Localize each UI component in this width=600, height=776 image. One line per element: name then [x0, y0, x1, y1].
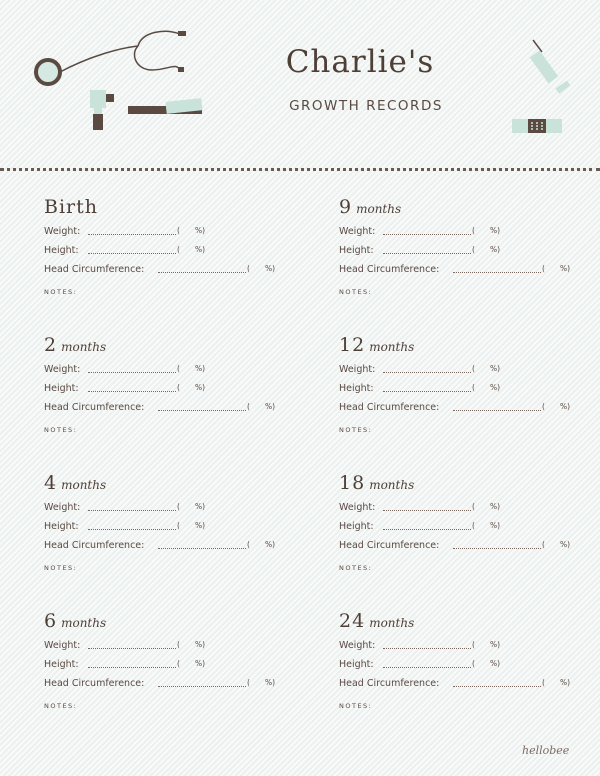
height-line[interactable] — [88, 667, 176, 668]
head-circumference-line[interactable] — [158, 686, 246, 687]
record-section — [339, 334, 589, 434]
height-line[interactable] — [383, 529, 471, 530]
head-circumference-label: Head Circumference: — [339, 264, 440, 275]
weight-line[interactable] — [383, 510, 471, 511]
head-circumference-label: Head Circumference: — [44, 678, 145, 689]
percentile-field[interactable]: %) — [490, 521, 501, 530]
percentile-field[interactable]: %) — [490, 226, 501, 235]
head-circumference-row: Head Circumference: ( %) — [339, 540, 571, 551]
weight-row: Weight: ( %) — [44, 640, 206, 651]
height-line[interactable] — [88, 253, 176, 254]
weight-row: Weight: ( %) — [339, 502, 501, 513]
head-circumference-line[interactable] — [453, 686, 541, 687]
head-circumference-line[interactable] — [453, 410, 541, 411]
section-number: Birth — [44, 196, 98, 218]
height-row: Height: ( %) — [339, 521, 501, 532]
head-circumference-label: Head Circumference: — [339, 540, 440, 551]
percentile-field[interactable]: %) — [195, 640, 206, 649]
height-label: Height: — [339, 659, 374, 670]
percentile-field[interactable]: %) — [195, 502, 206, 511]
weight-label: Weight: — [44, 226, 81, 237]
head-circumference-label: Head Circumference: — [44, 540, 145, 551]
section-number: 2 — [44, 334, 58, 356]
head-circumference-line[interactable] — [453, 272, 541, 273]
notes-label[interactable]: NOTES: — [44, 426, 78, 434]
percentile-field[interactable]: %) — [560, 540, 571, 549]
percentile-field[interactable]: %) — [560, 402, 571, 411]
weight-line[interactable] — [383, 372, 471, 373]
section-number: 18 — [339, 472, 366, 494]
height-line[interactable] — [383, 391, 471, 392]
stethoscope-icon — [30, 26, 190, 90]
percentile-field[interactable]: %) — [265, 264, 276, 273]
weight-label: Weight: — [339, 226, 376, 237]
weight-label: Weight: — [339, 640, 376, 651]
head-circumference-line[interactable] — [158, 272, 246, 273]
notes-label[interactable]: NOTES: — [339, 426, 373, 434]
height-row: Height: ( %) — [339, 383, 501, 394]
record-section — [44, 196, 294, 296]
height-row: Height: ( %) — [339, 659, 501, 670]
percentile-field[interactable]: %) — [195, 521, 206, 530]
percentile-field[interactable]: %) — [490, 383, 501, 392]
height-label: Height: — [44, 245, 79, 256]
notes-label[interactable]: NOTES: — [339, 288, 373, 296]
section-number: 9 — [339, 196, 353, 218]
weight-label: Weight: — [44, 502, 81, 513]
percentile-field[interactable]: %) — [195, 364, 206, 373]
height-label: Height: — [44, 521, 79, 532]
percentile-field[interactable]: %) — [490, 502, 501, 511]
height-label: Height: — [339, 245, 374, 256]
weight-line[interactable] — [88, 372, 176, 373]
weight-line[interactable] — [88, 510, 176, 511]
percentile-field[interactable]: %) — [265, 540, 276, 549]
head-circumference-line[interactable] — [158, 548, 246, 549]
head-circumference-label: Head Circumference: — [339, 402, 440, 413]
otoscope-icon — [88, 88, 116, 132]
section-unit: months — [356, 202, 402, 216]
notes-label[interactable]: NOTES: — [339, 702, 373, 710]
section-unit: months — [369, 340, 415, 354]
record-section — [339, 472, 589, 572]
height-label: Height: — [44, 383, 79, 394]
percentile-field[interactable]: %) — [490, 245, 501, 254]
record-section — [339, 610, 589, 710]
height-row: Height: ( %) — [44, 659, 206, 670]
percentile-field[interactable]: %) — [265, 678, 276, 687]
section-unit: months — [369, 478, 415, 492]
head-circumference-row: Head Circumference: ( %) — [44, 678, 276, 689]
weight-line[interactable] — [383, 234, 471, 235]
percentile-field[interactable]: %) — [560, 264, 571, 273]
weight-row: Weight: ( %) — [339, 226, 501, 237]
record-section — [339, 196, 589, 296]
head-circumference-row: Head Circumference: ( %) — [339, 264, 571, 275]
weight-line[interactable] — [88, 234, 176, 235]
section-unit: months — [369, 616, 415, 630]
head-circumference-row: Head Circumference: ( %) — [44, 540, 276, 551]
notes-label[interactable]: NOTES: — [44, 288, 78, 296]
head-circumference-row: Head Circumference: ( %) — [44, 264, 276, 275]
head-circumference-line[interactable] — [453, 548, 541, 549]
weight-line[interactable] — [88, 648, 176, 649]
page-title: Charlie's — [285, 44, 435, 80]
weight-row: Weight: ( %) — [44, 364, 206, 375]
notes-label[interactable]: NOTES: — [339, 564, 373, 572]
height-line[interactable] — [383, 253, 471, 254]
height-line[interactable] — [383, 667, 471, 668]
notes-label[interactable]: NOTES: — [44, 564, 78, 572]
head-circumference-row: Head Circumference: ( %) — [339, 402, 571, 413]
percentile-field[interactable]: %) — [195, 226, 206, 235]
bandage-icon — [512, 117, 562, 135]
weight-line[interactable] — [383, 648, 471, 649]
percentile-field[interactable]: %) — [490, 364, 501, 373]
record-section — [44, 334, 294, 434]
section-unit: months — [61, 340, 107, 354]
weight-row: Weight: ( %) — [44, 502, 206, 513]
weight-label: Weight: — [44, 364, 81, 375]
section-unit: months — [61, 478, 107, 492]
weight-row: Weight: ( %) — [339, 640, 501, 651]
head-circumference-label: Head Circumference: — [339, 678, 440, 689]
percentile-field[interactable]: %) — [195, 383, 206, 392]
weight-row: Weight: ( %) — [339, 364, 501, 375]
percentile-field[interactable]: %) — [195, 245, 206, 254]
percentile-field[interactable]: %) — [195, 659, 206, 668]
height-label: Height: — [339, 521, 374, 532]
height-row: Height: ( %) — [44, 245, 206, 256]
head-circumference-row: Head Circumference: ( %) — [44, 402, 276, 413]
percentile-field[interactable]: %) — [490, 659, 501, 668]
head-circumference-label: Head Circumference: — [44, 264, 145, 275]
head-circumference-label: Head Circumference: — [44, 402, 145, 413]
weight-label: Weight: — [339, 502, 376, 513]
height-label: Height: — [44, 659, 79, 670]
dotted-divider — [0, 168, 600, 171]
page-subtitle: GROWTH RECORDS — [289, 98, 443, 114]
height-line[interactable] — [88, 529, 176, 530]
section-number: 12 — [339, 334, 366, 356]
height-line[interactable] — [88, 391, 176, 392]
height-label: Height: — [339, 383, 374, 394]
brand-logo: hellobee — [522, 744, 570, 757]
notes-label[interactable]: NOTES: — [44, 702, 78, 710]
tongue-depressor-icon — [126, 96, 206, 122]
height-row: Height: ( %) — [44, 521, 206, 532]
percentile-field[interactable]: %) — [560, 678, 571, 687]
weight-label: Weight: — [339, 364, 376, 375]
head-circumference-line[interactable] — [158, 410, 246, 411]
head-circumference-row: Head Circumference: ( %) — [339, 678, 571, 689]
record-section — [44, 472, 294, 572]
section-unit: months — [61, 616, 107, 630]
weight-label: Weight: — [44, 640, 81, 651]
height-row: Height: ( %) — [44, 383, 206, 394]
weight-row: Weight: ( %) — [44, 226, 206, 237]
height-row: Height: ( %) — [339, 245, 501, 256]
percentile-field[interactable]: %) — [265, 402, 276, 411]
section-number: 24 — [339, 610, 366, 632]
header — [0, 0, 600, 168]
section-number: 4 — [44, 472, 58, 494]
record-section — [44, 610, 294, 710]
section-number: 6 — [44, 610, 58, 632]
percentile-field[interactable]: %) — [490, 640, 501, 649]
syringe-icon — [530, 38, 574, 98]
